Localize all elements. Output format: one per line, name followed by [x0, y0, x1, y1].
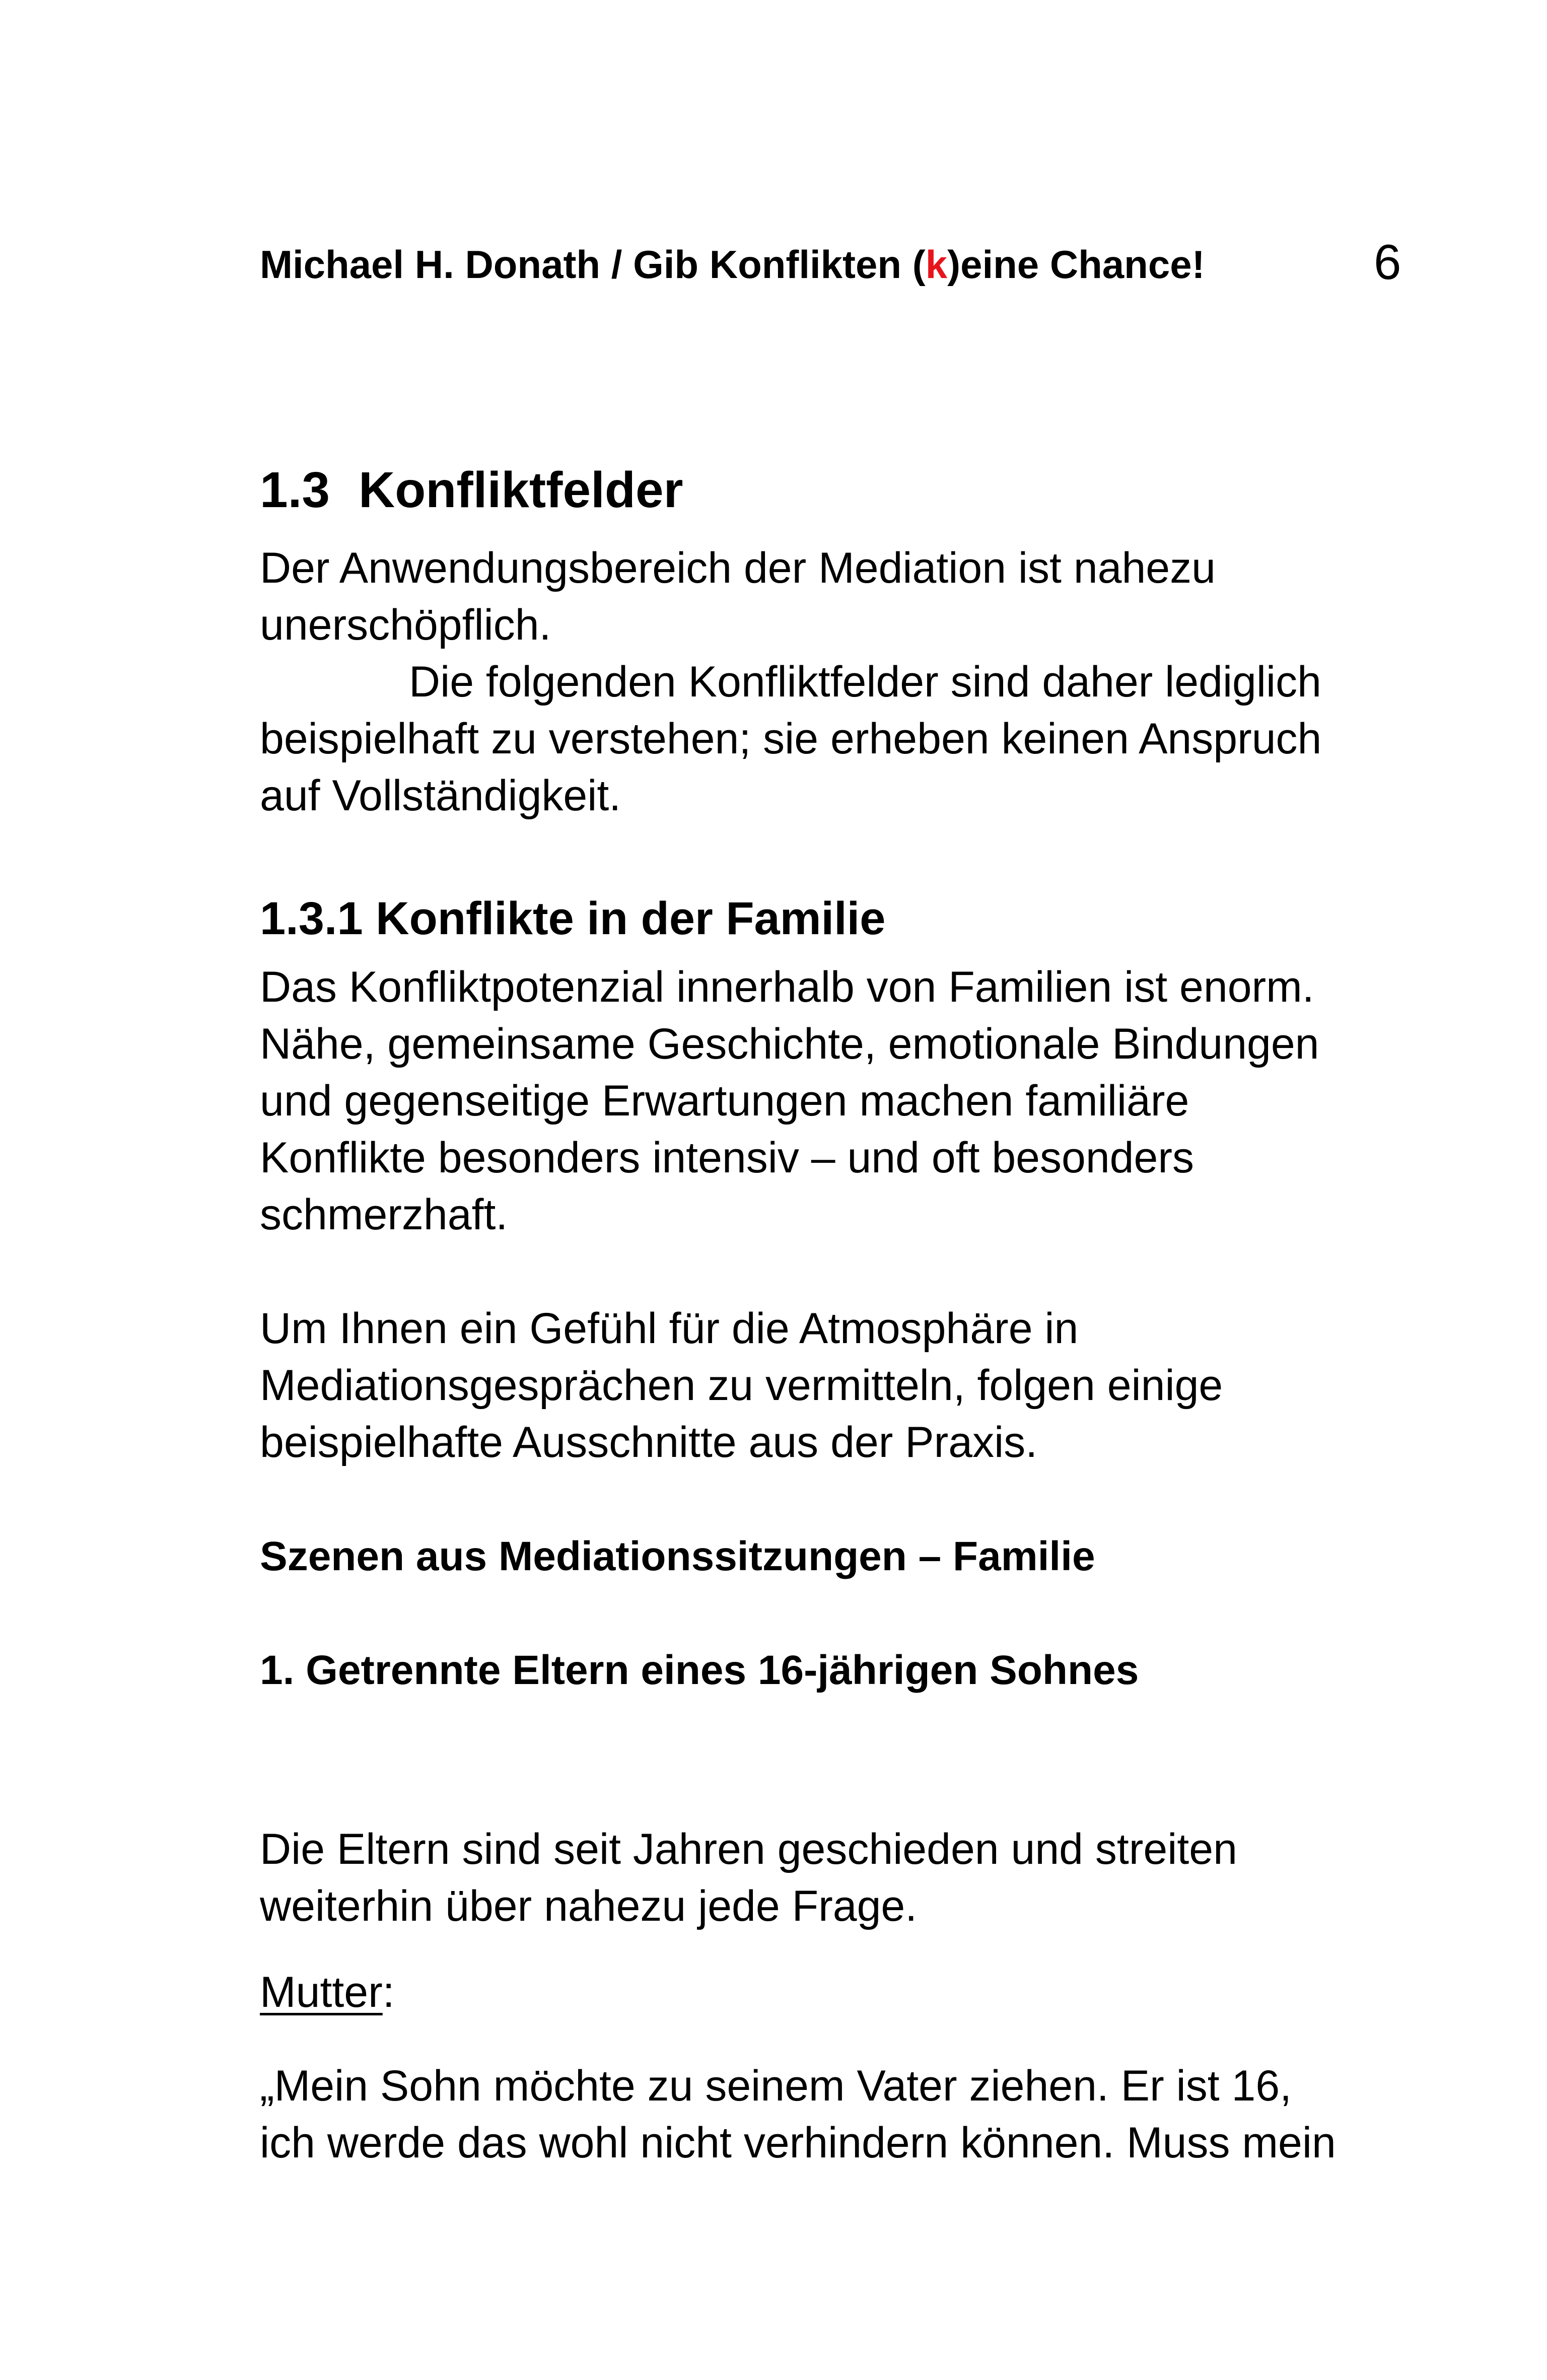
- subsection-heading: 1.3.1 Konflikte in der Familie: [260, 893, 886, 944]
- scenes-heading: Szenen aus Mediationssitzungen – Familie: [260, 1533, 1095, 1579]
- section-number: 1.3: [260, 462, 330, 518]
- running-title-prefix: Michael H. Donath / Gib Konflikten (: [260, 242, 926, 287]
- speaker-colon: :: [382, 1968, 395, 2016]
- quote-paragraph: [260, 2058, 1418, 2172]
- running-title-highlight: k: [925, 242, 948, 287]
- text-line: ich werde das wohl nicht verhindern können. Muss mein: [260, 2119, 1336, 2167]
- page-number: 6: [1374, 234, 1401, 290]
- text-line: auf Vollständigkeit.: [260, 772, 621, 820]
- text-line: Mediationsgesprächen zu vermitteln, folgen einige: [260, 1361, 1223, 1410]
- section-heading: [260, 457, 683, 523]
- family-conflict-paragraph: [260, 959, 1418, 1243]
- section-intro-paragraph: [260, 540, 1418, 824]
- speaker-label: Mutter: [260, 1968, 383, 2016]
- running-header: [260, 237, 1438, 292]
- atmosphere-paragraph: [260, 1300, 1418, 1471]
- case-intro-paragraph: [260, 1821, 1418, 1935]
- text-line: beispielhafte Ausschnitte aus der Praxis.: [260, 1418, 1038, 1466]
- text-line: „Mein Sohn möchte zu seinem Vater ziehen. Er ist 16,: [260, 2062, 1292, 2110]
- text-line: beispielhaft zu verstehen; sie erheben keinen Anspruch: [260, 715, 1322, 763]
- text-line: Nähe, gemeinsame Geschichte, emotionale Bindungen: [260, 1020, 1319, 1068]
- text-line: Der Anwendungsbereich der Mediation ist nahezu: [260, 544, 1216, 592]
- section-title: Konfliktfelder: [359, 462, 683, 518]
- text-line: und gegenseitige Erwartungen machen familiäre: [260, 1077, 1189, 1125]
- speaker-line: [260, 1964, 1418, 2021]
- running-title-suffix: )eine Chance!: [947, 242, 1205, 287]
- text-line: Das Konfliktpotenzial innerhalb von Familien ist enorm.: [260, 963, 1314, 1011]
- text-line: Die folgenden Konfliktfelder sind daher lediglich: [409, 658, 1321, 706]
- text-line: Um Ihnen ein Gefühl für die Atmosphäre in: [260, 1304, 1079, 1353]
- text-line: Konflikte besonders intensiv – und oft besonders: [260, 1134, 1194, 1182]
- case-title: 1. Getrennte Eltern eines 16-jährigen Sohnes: [260, 1647, 1139, 1693]
- text-line: unerschöpflich.: [260, 601, 551, 649]
- text-line: schmerzhaft.: [260, 1191, 508, 1239]
- text-line: weiterhin über nahezu jede Frage.: [260, 1882, 918, 1930]
- text-line: Die Eltern sind seit Jahren geschieden und streiten: [260, 1825, 1237, 1873]
